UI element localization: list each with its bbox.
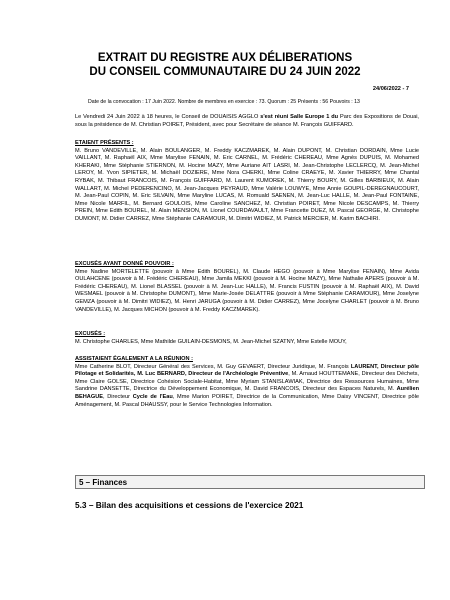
convocation-details: Date de la convocation : 17 Juin 2022. Nombre de membres en exercice : 73. Quorum : 25 Présents : 56 Pouvoirs : 13 <box>88 99 360 105</box>
assistaient-bold-3: Cycle de l'Eau <box>132 393 173 400</box>
assistaient-list <box>75 364 419 410</box>
deliberation-reference: 24/06/2022 - 7 <box>372 86 409 92</box>
document-title-line1: EXTRAIT DU REGISTRE AUX DÉLIBERATIONS <box>97 52 353 64</box>
assistaient-text-4: , Mme Marion POIRET, Directrice de la Communication, Mme Daisy VINCENT, Directrice pôle Aménagement, M. Pascal DHAUSSY, pour le Service Technologies Information. <box>75 393 420 408</box>
excuses-list: M. Christophe CHARLES, Mme Mathilde GUILAIN-DESMONS, M. Jean-Michel SZATNY, Mme Estelle MOUY, <box>75 338 347 345</box>
section-header-box <box>75 475 425 489</box>
assistaient-section <box>75 356 419 409</box>
pouvoirs-list: Mme Nadine MORTELETTE (pouvoir à Mme Edith BOUREL), M. Claude HEGO (pouvoir à Mme Marylise FENAIN), Mme Avida OULAHCENE (pouvoir à M. Frédéric CHEREAU), Mme Jamila MEKKI (pouvoir à M. Hocine MAZY), Mme Nathalie APERS (pouvoir à M. Frédéric CHEREAU), M. Lionel BLASSEL (pouvoir à M. Jean-Luc HALLE), M. Francis FUSTIN (pouvoir à M. Raphaël AIX), M. David WESMAEL (pouvoir à M. Christophe DUMONT), Mme Marie-Josée DELATTRE (pouvoir à Mme Stéphanie CARAMOUR), Mme Joselyne GEMZA (pouvoir à M. Dimitri WIDIEZ), M. Henri JARUGA (pouvoir à M. Didier CARREZ), Mme Jocelyne CHARLET (pouvoir à M. Bruno VANDEVILLE), M. Jacques MICHON (pouvoir à M. Freddy KACZMAREK). <box>75 268 419 313</box>
presents-section <box>75 140 419 224</box>
document-title-line2: DU CONSEIL COMMUNAUTAIRE DU 24 JUIN 2022 <box>89 66 361 78</box>
pouvoirs-heading: EXCUSÉS AYANT DONNÉ POUVOIR : <box>75 261 174 267</box>
assistaient-bold-1: LAURENT, Directeur pôle Pilotage et Solidarités, M. Luc BERNARD, Directeur de l'Archéologie Préventive <box>75 363 419 378</box>
section-title: 5 – Finances <box>79 478 128 487</box>
presents-list: M. Bruno VANDEVILLE, M. Alain BOULANGER, M. Freddy KACZMAREK, M. Alain DUPONT, M. Christian DORDAIN, Mme Lucie VAILLANT, M. Raphaël AIX, Mme Marylise FENAIN, M. Eric CARNEL, M. Frédéric CHEREAU, Mme Agnès DUPUIS, M. Mohamed KHERAKI, Mme Stéphanie STIERNON, M. Hocine MAZY, Mme Auriane AIT LASRI, M. Jean-Christophe LECLERCQ, M. Jean-Michel LEROY, M. Yvon SIPIETER, M. Michaël DOZIERE, Mme Nora CHERKI, Mme Coline CRAEYE, M. Xavier THIERRY, Mme Chantal RYBAK, M. Thibaut FRANCOIS, M. François GUIFFARD, M. Laurent KUMOREK, M. Thierry BOURY, M. Gilles BARBIEUX, M. Alain WALLART, M. Michel PEDERENCINO, M. Jean-Jacques PEYRAUD, Mme Valérie LOUWYE, Mme Annie GOUPIL-DEREGNAUCOURT, M. Jean-Paul COPIN, M. Eric SILVAIN, Mme Maryline LUCAS, M. Romuald SAENEN, M. Jean-Luc HALLE, M. Jean-Paul FONTAINE, Mme Nicole MARFIL, M. Bernard GOULOIS, Mme Caroline SANCHEZ, M. Christian POIRET, Mme Nicole DESCAMPS, M. Thierry PREIN, Mme Edith BOUREL, M. Alain MENSION, M. Lionel COURDAVAULT, Mme Francette DUEZ, M. Pascal GEORGE, M. Christophe DUMONT, M. Didier CARREZ, Mme Stéphanie CARAMOUR, M. Dimitri WIDIEZ, M. Patrick MERCIER, M. Karim BACHIRI. <box>75 147 419 222</box>
intro-paragraph <box>75 114 419 129</box>
presents-heading: ETAIENT PRÉSENTS : <box>75 140 134 146</box>
excuses-heading: EXCUSÉS : <box>75 331 106 337</box>
intro-text-b: Parc des Expositions de Douai, sous la présidence de M. Christian POIRET, Président, avec pour Secrétaire de séance M. François GUIFFARD. <box>75 114 419 128</box>
assistaient-heading: ASSISTAIENT ÉGALEMENT A LA RÉUNION : <box>75 356 193 362</box>
subsection-title: 5.3 – Bilan des acquisitions et cessions de l'exercice 2021 <box>75 500 304 510</box>
assistaient-text-1: Mme Catherine BLOT, Directeur Général des Services, M. Guy GEVAERT, Directeur Juridique, M. François <box>75 363 351 370</box>
assistaient-bold-2: Aurélien BEHAGUE <box>75 386 419 400</box>
assistaient-text-2: , M. Arnaud HOUTTEMANE, Directeur des Déchets, Mme Claire GOLSE, Directrice Cohésion Sociale-Habitat, Mme Myriam STANISLAWIAK, Directrice des Ressources Humaines, Mme Sandrine DANSETTE, Directrice du Développement Economique, M. David FRANCOIS, Directeur des Espaces Naturels, M. <box>75 371 419 393</box>
intro-text-a: Le Vendredi 24 Juin 2022 à 18 heures, le Conseil de DOUAISIS AGGLO <box>75 114 261 120</box>
pouvoirs-section <box>75 261 419 314</box>
excuses-section <box>75 331 419 346</box>
intro-text-bold: s'est réuni Salle Europe 1 du <box>260 114 339 120</box>
assistaient-text-3: , Directeur <box>102 393 133 400</box>
